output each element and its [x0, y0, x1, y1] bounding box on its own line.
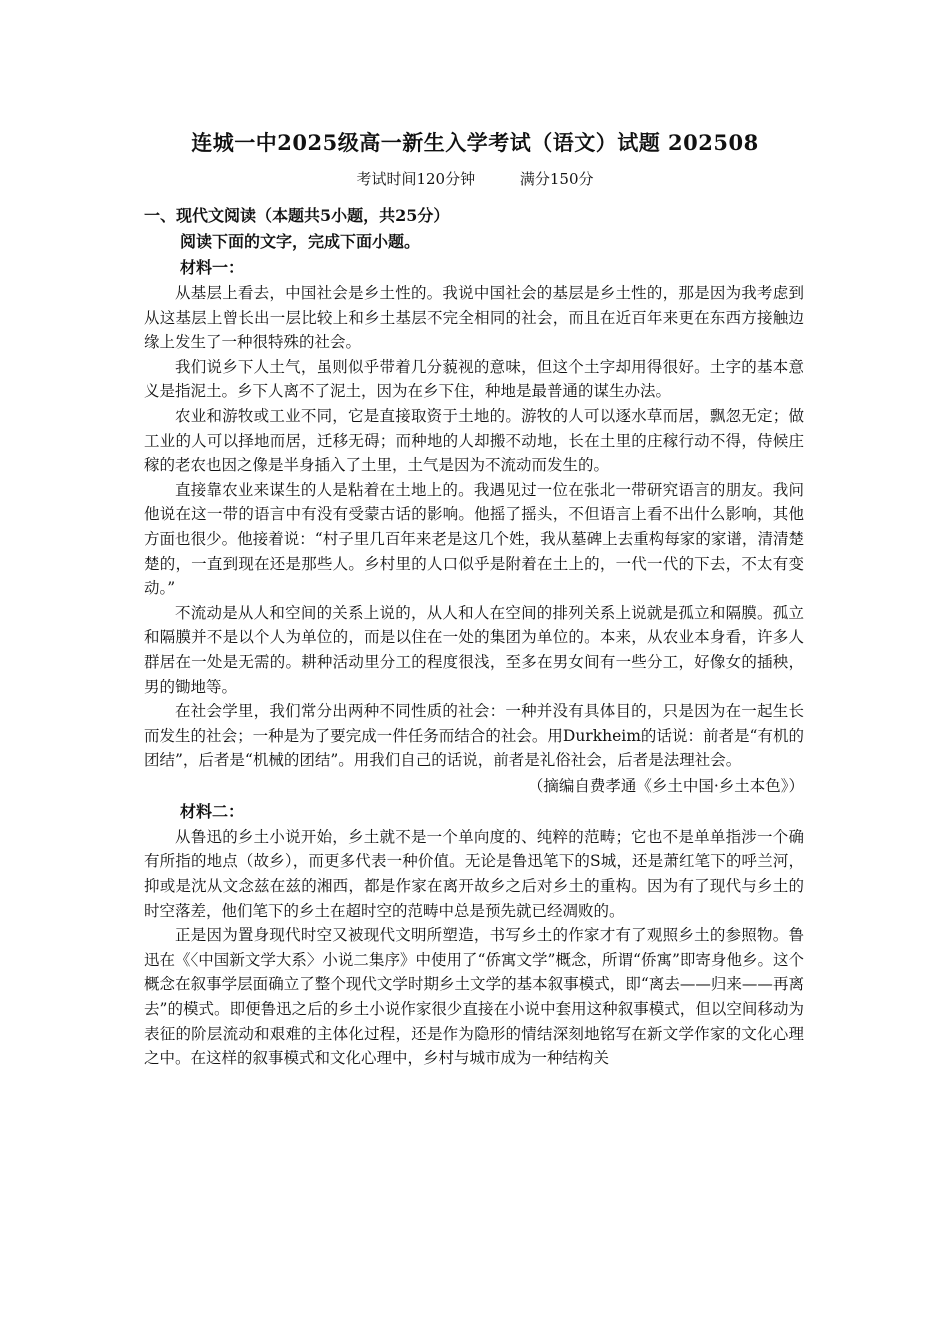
material1-label: 材料一：: [180, 258, 245, 277]
material1-paragraph: 我们说乡下人土气，虽则似乎带着几分藐视的意味，但这个土字却用得很好。土字的基本意义是指泥土。乡下人离不了泥土，因为在乡下住，种地是最普通的谋生办法。: [144, 357, 804, 401]
material1-paragraph: 不流动是从人和空间的关系上说的，从人和人在空间的排列关系上说就是孤立和隔膜。孤立和隔膜并不是以个人为单位的，而是以住在一处的集团为单位的。本来，从农业本身看，许多人群居在一处是无需的。耕种活动里分工的程度很浅，至多在男女间有一些分工，好像女的插秧，男的锄地等。: [144, 603, 804, 696]
material1-paragraph: 在社会学里，我们常分出两种不同性质的社会：一种并没有具体目的，只是因为在一起生长而发生的社会；一种是为了要完成一件任务而结合的社会。用Durkheim的话说：前者是“有机的团结”，后者是“机械的团结”。用我们自己的话说，前者是礼俗社会，后者是法理社会。: [144, 702, 804, 770]
exam-title: 连城一中2025级高一新生入学考试（语文）试题 202508: [191, 130, 759, 155]
exam-score: 满分150分: [519, 170, 594, 188]
material1-paragraph: 农业和游牧或工业不同，它是直接取资于土地的。游牧的人可以逐水草而居，飘忽无定；做工业的人可以择地而居，迁移无碍；而种地的人却搬不动地，长在土里的庄稼行动不得，侍候庄稼的老农也因之像是半身插入了土里，土气是因为不流动而发生的。: [144, 406, 804, 475]
section-heading: 一、现代文阅读（本题共5小题，共25分）: [144, 206, 450, 225]
material2-paragraph: 正是因为置身现代时空又被现代文明所塑造，书写乡土的作家才有了观照乡土的参照物。鲁迅在《〈中国新文学大系〉小说二集序》中使用了“侨寓文学”概念，所谓“侨寓”即寄身他乡。这个概念在叙事学层面确立了整个现代文学时期乡土文学的基本叙事模式，即“离去——归来——再离去”的模式。即便鲁迅之后的乡土小说作家很少直接在小说中套用这种叙事模式，但以空间移动为表征的阶层流动和艰难的主体化过程，还是作为隐形的情结深刻地铭写在新文学作家的文化心理之中。在这样的叙事模式和文化心理中，乡村与城市成为一种结构关: [144, 926, 804, 1068]
material1-paragraph: 直接靠农业来谋生的人是粘着在土地上的。我遇见过一位在张北一带研究语言的朋友。我问他说在这一带的语言中有没有受蒙古话的影响。他摇了摇头，不但语言上看不出什么影响，其他方面也很少。他接着说：“村子里几百年来老是这几个姓，我从墓碑上去重构每家的家谱，清清楚楚的，一直到现在还是那些人。乡村里的人口似乎是附着在土上的，一代一代的下去，不太有变动。”: [144, 480, 804, 598]
material2-paragraph: 从鲁迅的乡土小说开始，乡土就不是一个单向度的、纯粹的范畴；它也不是单单指涉一个确有所指的地点（故乡），而更多代表一种价值。无论是鲁迅笔下的S城，还是萧红笔下的呼兰河，抑或是沈从文念兹在兹的湘西，都是作家在离开故乡之后对乡土的重构。因为有了现代与乡土的时空落差，他们笔下的乡土在超时空的范畴中总是预先就已经凋败的。: [144, 827, 804, 920]
exam-time: 考试时间120分钟: [356, 170, 476, 188]
material1-paragraph: 从基层上看去，中国社会是乡土性的。我说中国社会的基层是乡土性的，那是因为我考虑到从这基层上曾长出一层比较上和乡土基层不完全相同的社会，而且在近百年来更在东西方接触边缘上发生了一种很特殊的社会。: [144, 284, 804, 352]
instruction: 阅读下面的文字，完成下面小题。: [180, 232, 421, 251]
material2-label: 材料二：: [180, 801, 245, 821]
exam-content: [144, 203, 804, 1071]
material1-source: （摘编自费孝通《乡土中国·乡土本色》）: [527, 776, 804, 795]
exam-info: [0, 168, 950, 189]
